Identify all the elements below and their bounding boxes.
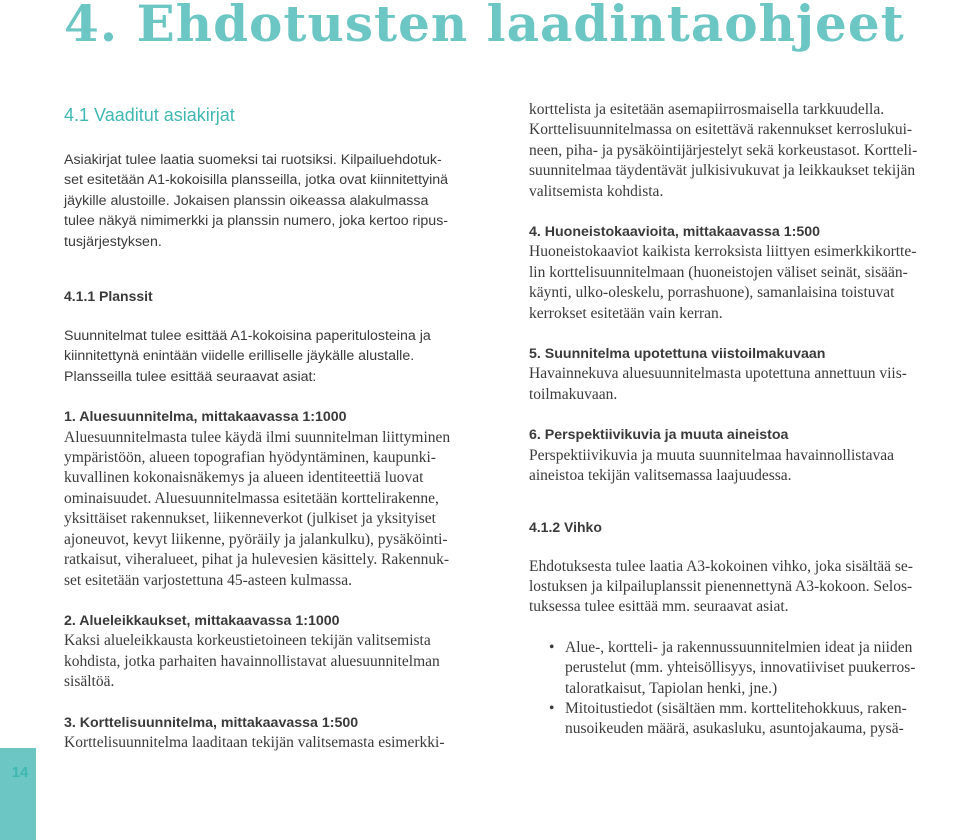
- text-line: tusjärjestyksen.: [64, 233, 162, 250]
- item3-paragraph: [64, 733, 496, 753]
- list-item: [549, 638, 960, 699]
- text-line: lin korttelisuunnitelmaan (huoneistojen väliset seinät, sisään-: [529, 263, 908, 281]
- text-line: Huoneistokaaviot kaikista kerroksista liittyen esimerkkikortte-: [529, 243, 917, 261]
- item1-paragraph: [64, 428, 496, 591]
- text-line: set esitetään varjostettuna 45-asteen kulmassa.: [64, 571, 352, 589]
- item3-continued: [529, 100, 960, 202]
- bullet-icon: •: [549, 638, 555, 656]
- text-line: ratkaisut, viheralueet, pihat ja hulevesien käsittely. Rakennuk-: [64, 551, 450, 569]
- text-line: Perspektiivikuvia ja muuta suunnitelmaa havainnollistavaa: [529, 446, 895, 464]
- text-line: neen, piha- ja pysäköintijärjestelyt sekä korkeustasot. Kortteli-: [529, 141, 918, 159]
- text-line: Alue-, kortteli- ja rakennussuunnitelmien ideat ja niiden: [565, 638, 913, 656]
- item5-heading: 5. Suunnitelma upotettuna viistoilmakuvaan: [529, 346, 826, 363]
- text-line: tulee näkyä nimimerkki ja planssin numero, joka kertoo ripus-: [64, 213, 449, 230]
- text-line: Asiakirjat tulee laatia suomeksi tai ruotsiksi. Kilpailuehdotuk-: [64, 152, 442, 168]
- text-line: Ehdotuksesta tulee laatia A3-kokoinen vihko, joka sisältää se-: [529, 557, 913, 575]
- vihko-paragraph: [529, 557, 960, 618]
- page-tab-marker: [0, 748, 36, 840]
- page-title: 4. Ehdotusten laadintaohjeet: [64, 0, 905, 53]
- section-heading: 4.1 Vaaditut asiakirjat: [64, 105, 235, 125]
- planssit-paragraph: [64, 326, 496, 387]
- text-line: suunnitelmaa täydentävät julkisivukuvat ja leikkaukset tekijän: [529, 162, 916, 180]
- item2-paragraph: [64, 631, 496, 692]
- text-line: Aluesuunnitelmasta tulee käydä ilmi suunnitelman liittyminen: [64, 428, 451, 446]
- text-line: kohdista, jotka parhaiten havainnollistavat aluesuunnitelman: [64, 652, 440, 670]
- text-line: nusoikeuden määrä, asukasluku, asuntojakauma, pysä-: [565, 720, 904, 738]
- text-line: set esitetään A1-kokoisilla plansseilla, jotka ovat kiinnitettyinä: [64, 172, 449, 189]
- text-line: kuvallinen kokonaisnäkemys ja alueen identiteettiä luovat: [64, 469, 424, 487]
- text-line: korttelista ja esitetään asemapiirrosmaisella tarkkuudella.: [529, 101, 885, 118]
- item3-heading: 3. Korttelisuunnitelma, mittakaavassa 1:500: [64, 714, 359, 731]
- subsection-heading-vihko: 4.1.2 Vihko: [529, 518, 602, 535]
- item2-heading: 2. Alueleikkaukset, mittakaavassa 1:1000: [64, 612, 340, 629]
- text-line: Mitoitustiedot (sisältäen mm. korttelitehokkuus, raken-: [565, 699, 907, 717]
- item6-paragraph: [529, 446, 960, 487]
- bullet-icon: •: [549, 699, 555, 717]
- item4-paragraph: [529, 242, 960, 324]
- text-line: Korttelisuunnitelma laaditaan tekijän valitsemasta esimerkki-: [64, 733, 445, 751]
- bullet-list: [529, 638, 960, 740]
- item6-heading: 6. Perspektiivikuvia ja muuta aineistoa: [529, 427, 789, 444]
- text-line: ajoneuvot, kevyt liikenne, pyöräily ja jalankulku), pysäköinti-: [64, 530, 448, 548]
- text-line: aineistoa tekijän valitsemassa laajuudessa.: [529, 467, 792, 485]
- text-line: käynti, ulko-oleskelu, porrashuone), samanlaisina toistuvat: [529, 284, 895, 302]
- left-column: [64, 100, 496, 753]
- text-line: Plansseilla tulee esittää seuraavat asiat:: [64, 368, 317, 385]
- item4-heading: 4. Huoneistokaavioita, mittakaavassa 1:500: [529, 224, 820, 241]
- text-line: lostuksen ja kilpailuplanssit pienennettynä A3-kokoon. Selos-: [529, 577, 913, 595]
- intro-paragraph: [64, 150, 496, 252]
- text-line: kiinnitettynä enintään viidelle erilliselle jäykälle alustalle.: [64, 348, 415, 365]
- item5-paragraph: [529, 364, 960, 405]
- text-line: Korttelisuunnitelmassa on esitettävä rakennukset kerroslukui-: [529, 121, 913, 139]
- right-column: [529, 100, 960, 740]
- subsection-heading-planssit: 4.1.1 Planssit: [64, 288, 153, 305]
- text-line: tuksessa tulee esittää mm. seuraavat asiat.: [529, 598, 789, 616]
- text-line: valitsemista kohdista.: [529, 182, 664, 200]
- text-line: toilmakuvaan.: [529, 385, 618, 403]
- item1-heading: 1. Aluesuunnitelma, mittakaavassa 1:1000: [64, 409, 347, 426]
- text-line: jäykille alustoille. Jokaisen planssin oikeassa alakulmassa: [64, 192, 429, 209]
- text-line: sisältöä.: [64, 673, 115, 691]
- text-line: Kaksi alueleikkausta korkeustietoineen tekijän valitsemista: [64, 632, 431, 650]
- text-line: taloratkaisut, Tapiolan henki, jne.): [565, 679, 778, 697]
- text-line: yksittäiset rakennukset, liikenneverkot (julkiset ja yksityiset: [64, 510, 436, 528]
- list-item: [549, 699, 960, 740]
- text-line: ominaisuudet. Aluesuunnitelmassa esitetään korttelirakenne,: [64, 489, 439, 507]
- text-line: perustelut (mm. yhteisöllisyys, innovatiiviset puukerros-: [565, 659, 916, 677]
- text-line: Havainnekuva aluesuunnitelmasta upotettuna annettuun viis-: [529, 365, 907, 383]
- page-number: 14: [11, 764, 29, 781]
- text-line: Suunnitelmat tulee esittää A1-kokoisina paperitulosteina ja: [64, 328, 431, 345]
- text-line: kerrokset esitetään vain kerran.: [529, 304, 723, 322]
- text-line: ympäristöön, alueen topografian hyödyntäminen, kaupunki-: [64, 449, 436, 467]
